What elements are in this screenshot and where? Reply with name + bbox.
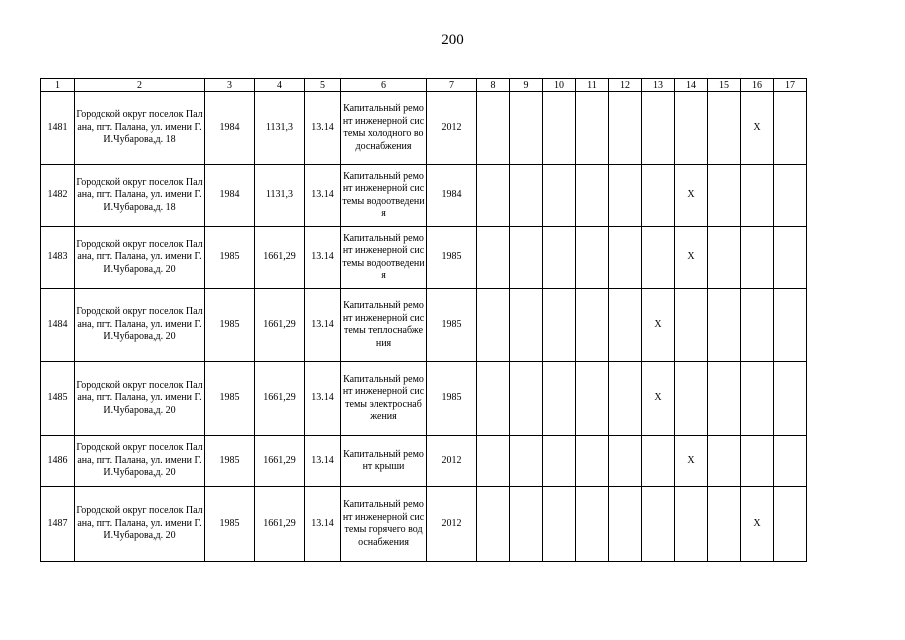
row-number: 1481	[41, 92, 75, 165]
code-cell: 13.14	[305, 362, 341, 436]
mark-cell	[741, 436, 774, 487]
mark-cell	[510, 289, 543, 362]
mark-cell	[543, 362, 576, 436]
area-cell: 1661,29	[255, 227, 305, 289]
mark-cell	[543, 165, 576, 227]
mark-cell	[576, 487, 609, 562]
area-cell: 1131,3	[255, 165, 305, 227]
mark-cell	[510, 362, 543, 436]
repair-registry-table	[40, 78, 807, 562]
mark-cell: X	[741, 92, 774, 165]
mark-cell	[708, 362, 741, 436]
build-year-cell: 1984	[205, 165, 255, 227]
column-number: 14	[675, 79, 708, 92]
work-type-cell: Капитальный ремонт инженерной системы горячего водоснабжения	[341, 487, 427, 562]
repair-year-cell: 1984	[427, 165, 477, 227]
column-number: 2	[75, 79, 205, 92]
build-year-cell: 1984	[205, 92, 255, 165]
mark-cell	[510, 227, 543, 289]
column-number: 17	[774, 79, 807, 92]
table-row	[41, 436, 807, 487]
code-cell: 13.14	[305, 165, 341, 227]
column-number-row	[41, 79, 807, 92]
mark-cell: X	[642, 362, 675, 436]
mark-cell	[576, 289, 609, 362]
mark-cell	[543, 289, 576, 362]
mark-cell	[675, 289, 708, 362]
mark-cell	[609, 289, 642, 362]
area-cell: 1661,29	[255, 436, 305, 487]
work-type-cell: Капитальный ремонт крыши	[341, 436, 427, 487]
row-number: 1486	[41, 436, 75, 487]
table-row	[41, 289, 807, 362]
column-number: 5	[305, 79, 341, 92]
mark-cell	[510, 436, 543, 487]
row-number: 1482	[41, 165, 75, 227]
repair-year-cell: 1985	[427, 227, 477, 289]
mark-cell	[642, 487, 675, 562]
mark-cell	[510, 92, 543, 165]
mark-cell	[774, 289, 807, 362]
mark-cell	[543, 436, 576, 487]
mark-cell: X	[675, 436, 708, 487]
address-cell: Городской округ поселок Палана, пгт. Палана, ул. имени Г.И.Чубарова,д. 20	[75, 436, 205, 487]
repair-year-cell: 1985	[427, 289, 477, 362]
column-number: 9	[510, 79, 543, 92]
mark-cell	[477, 362, 510, 436]
mark-cell	[510, 487, 543, 562]
mark-cell	[642, 436, 675, 487]
mark-cell: X	[741, 487, 774, 562]
mark-cell	[642, 165, 675, 227]
mark-cell	[576, 92, 609, 165]
mark-cell	[609, 227, 642, 289]
mark-cell	[576, 362, 609, 436]
mark-cell	[543, 92, 576, 165]
address-cell: Городской округ поселок Палана, пгт. Палана, ул. имени Г.И.Чубарова,д. 18	[75, 92, 205, 165]
mark-cell	[741, 227, 774, 289]
column-number: 4	[255, 79, 305, 92]
work-type-cell: Капитальный ремонт инженерной системы холодного водоснабжения	[341, 92, 427, 165]
column-number: 8	[477, 79, 510, 92]
repair-year-cell: 2012	[427, 92, 477, 165]
column-number: 7	[427, 79, 477, 92]
mark-cell	[708, 165, 741, 227]
mark-cell	[708, 227, 741, 289]
mark-cell	[708, 92, 741, 165]
column-number: 6	[341, 79, 427, 92]
mark-cell	[774, 92, 807, 165]
mark-cell	[576, 227, 609, 289]
mark-cell	[708, 436, 741, 487]
mark-cell	[708, 487, 741, 562]
table-row	[41, 92, 807, 165]
mark-cell	[576, 436, 609, 487]
column-number: 3	[205, 79, 255, 92]
mark-cell	[477, 165, 510, 227]
address-cell: Городской округ поселок Палана, пгт. Палана, ул. имени Г.И.Чубарова,д. 20	[75, 289, 205, 362]
work-type-cell: Капитальный ремонт инженерной системы водоотведения	[341, 227, 427, 289]
column-number: 15	[708, 79, 741, 92]
mark-cell	[477, 436, 510, 487]
work-type-cell: Капитальный ремонт инженерной системы теплоснабжения	[341, 289, 427, 362]
mark-cell	[774, 227, 807, 289]
work-type-cell: Капитальный ремонт инженерной системы электроснабжения	[341, 362, 427, 436]
mark-cell	[477, 227, 510, 289]
row-number: 1484	[41, 289, 75, 362]
table-row	[41, 165, 807, 227]
column-number: 1	[41, 79, 75, 92]
mark-cell	[675, 362, 708, 436]
mark-cell	[477, 487, 510, 562]
code-cell: 13.14	[305, 436, 341, 487]
mark-cell	[477, 92, 510, 165]
column-number: 12	[609, 79, 642, 92]
page-number: 200	[441, 32, 464, 48]
address-cell: Городской округ поселок Палана, пгт. Палана, ул. имени Г.И.Чубарова,д. 20	[75, 227, 205, 289]
row-number: 1483	[41, 227, 75, 289]
mark-cell	[543, 227, 576, 289]
column-number: 13	[642, 79, 675, 92]
mark-cell	[477, 289, 510, 362]
mark-cell	[642, 92, 675, 165]
address-cell: Городской округ поселок Палана, пгт. Палана, ул. имени Г.И.Чубарова,д. 20	[75, 487, 205, 562]
mark-cell	[543, 487, 576, 562]
area-cell: 1131,3	[255, 92, 305, 165]
mark-cell	[609, 165, 642, 227]
repair-year-cell: 1985	[427, 362, 477, 436]
mark-cell	[675, 487, 708, 562]
build-year-cell: 1985	[205, 362, 255, 436]
mark-cell	[609, 436, 642, 487]
mark-cell	[708, 289, 741, 362]
address-cell: Городской округ поселок Палана, пгт. Палана, ул. имени Г.И.Чубарова,д. 20	[75, 362, 205, 436]
code-cell: 13.14	[305, 227, 341, 289]
mark-cell	[741, 362, 774, 436]
build-year-cell: 1985	[205, 436, 255, 487]
mark-cell	[774, 487, 807, 562]
mark-cell	[576, 165, 609, 227]
mark-cell	[609, 487, 642, 562]
work-type-cell: Капитальный ремонт инженерной системы водоотведения	[341, 165, 427, 227]
mark-cell	[774, 165, 807, 227]
build-year-cell: 1985	[205, 487, 255, 562]
table-row	[41, 362, 807, 436]
row-number: 1487	[41, 487, 75, 562]
table-row	[41, 487, 807, 562]
mark-cell	[741, 289, 774, 362]
area-cell: 1661,29	[255, 362, 305, 436]
mark-cell: X	[675, 227, 708, 289]
row-number: 1485	[41, 362, 75, 436]
mark-cell: X	[642, 289, 675, 362]
build-year-cell: 1985	[205, 289, 255, 362]
mark-cell	[642, 227, 675, 289]
area-cell: 1661,29	[255, 289, 305, 362]
repair-year-cell: 2012	[427, 487, 477, 562]
area-cell: 1661,29	[255, 487, 305, 562]
mark-cell	[741, 165, 774, 227]
column-number: 16	[741, 79, 774, 92]
column-number: 10	[543, 79, 576, 92]
repair-year-cell: 2012	[427, 436, 477, 487]
build-year-cell: 1985	[205, 227, 255, 289]
mark-cell: X	[675, 165, 708, 227]
mark-cell	[774, 436, 807, 487]
code-cell: 13.14	[305, 487, 341, 562]
table-row	[41, 227, 807, 289]
code-cell: 13.14	[305, 92, 341, 165]
mark-cell	[609, 362, 642, 436]
code-cell: 13.14	[305, 289, 341, 362]
column-number: 11	[576, 79, 609, 92]
mark-cell	[675, 92, 708, 165]
mark-cell	[774, 362, 807, 436]
mark-cell	[510, 165, 543, 227]
mark-cell	[609, 92, 642, 165]
address-cell: Городской округ поселок Палана, пгт. Палана, ул. имени Г.И.Чубарова,д. 18	[75, 165, 205, 227]
